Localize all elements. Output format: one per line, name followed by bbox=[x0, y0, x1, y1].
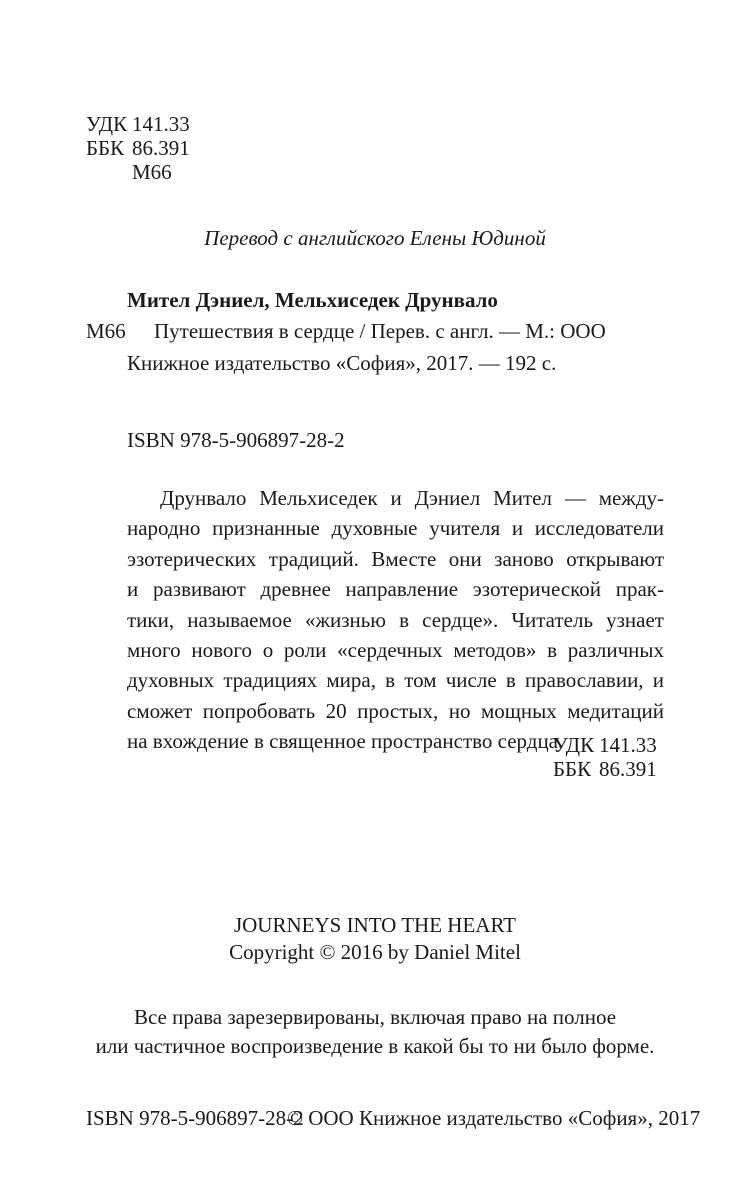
annotation-line: на вхождение в священное пространство сердца. bbox=[127, 729, 564, 754]
rights-notice-line-1: Все права зарезервированы, включая право на полное bbox=[133, 1005, 617, 1029]
author-mark-code: М66 bbox=[132, 160, 172, 184]
publisher-copyright: © ООО Книжное издательство «София», 2017 bbox=[287, 1106, 701, 1130]
original-title: JOURNEYS INTO THE HEART bbox=[233, 913, 517, 937]
translator-note: Перевод с английского Елены Юдиной bbox=[204, 226, 546, 250]
annotation-line: духовных традициях мира, в том числе в православии, и bbox=[127, 668, 664, 693]
bbk-row bbox=[553, 757, 657, 781]
bibliographic-authors: Мител Дэниел, Мельхиседек Друнвало bbox=[127, 288, 498, 312]
annotation-line: Друнвало Мельхиседек и Дэниел Мител — между- bbox=[160, 486, 664, 510]
bbk-label: ББК bbox=[86, 136, 125, 160]
annotation-line: народно признанные духовные учителя и исследователи bbox=[127, 516, 664, 541]
annotation-line: эзотерических традиций. Вместе они заново открывают bbox=[127, 546, 664, 571]
original-copyright: Copyright © 2016 by Daniel Mitel bbox=[229, 940, 521, 964]
author-mark-row bbox=[86, 160, 190, 184]
udc-label: УДК bbox=[553, 733, 595, 757]
bbk-code: 86.391 bbox=[599, 757, 657, 781]
classification-block-top bbox=[86, 112, 190, 184]
annotation-line: и развивают древнее направление эзотерической прак- bbox=[127, 577, 664, 602]
author-call-mark: М66 bbox=[86, 319, 126, 343]
annotation-line: много нового о роли «сердечных методов» в различных bbox=[127, 637, 664, 662]
udc-code: 141.33 bbox=[132, 112, 190, 136]
udc-code: 141.33 bbox=[599, 733, 657, 757]
isbn-bottom: ISBN 978-5-906897-28-2 bbox=[86, 1106, 304, 1130]
bbk-label: ББК bbox=[553, 757, 592, 781]
udc-row bbox=[553, 733, 657, 757]
udc-label: УДК bbox=[86, 112, 128, 136]
bbk-code: 86.391 bbox=[132, 136, 190, 160]
annotation-paragraph bbox=[127, 483, 664, 757]
bibliographic-description-line-2: Книжное издательство «София», 2017. — 192 с. bbox=[127, 351, 557, 375]
annotation-line: сможет попробовать 20 простых, но мощных медитаций bbox=[127, 698, 664, 723]
rights-notice-line-2: или частичное воспроизведение в какой бы то ни было форме. bbox=[95, 1034, 655, 1058]
udc-row bbox=[86, 112, 190, 136]
classification-block-bottom bbox=[553, 733, 657, 781]
bibliographic-description-line-1: Путешествия в сердце / Перев. с англ. — М.: ООО bbox=[154, 319, 606, 343]
annotation-line: тики, называемое «жизнью в сердце». Читатель узнает bbox=[127, 607, 664, 632]
bbk-row bbox=[86, 136, 190, 160]
isbn-top: ISBN 978-5-906897-28-2 bbox=[127, 428, 345, 452]
